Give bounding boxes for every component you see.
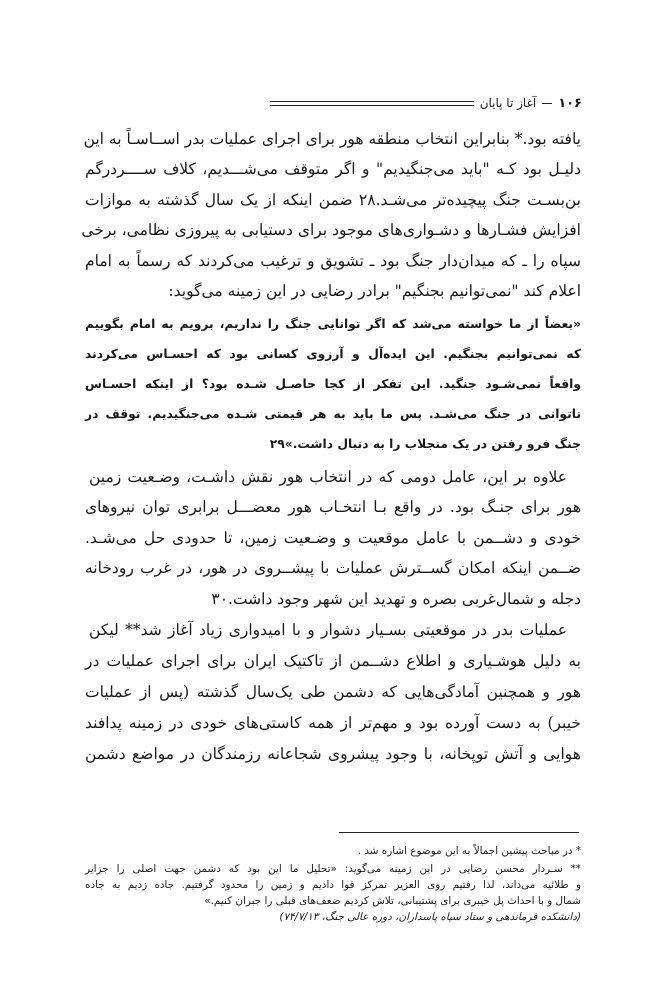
quote-line: «بعضاً از ما خواسته می‌شد که اگر توانایی جنگ را نداریم، برویم به امام بگوییم xyxy=(85,317,581,331)
body-line: دجله و شمال‌غربی بصره و تهدید این شهر وجود داشت.۳۰ xyxy=(211,590,581,608)
body-line: افزایش فشـارها و دشـواری‌های موجود برای دستیابی به پیروزی نظامی، برخی xyxy=(81,221,581,239)
body-line: هور و همچنین آمادگی‌هایی که دشمن طی یک‌سال گذشته (پس از عملیات xyxy=(85,683,581,701)
quote-line: که نمی‌توانیم بجنگیم. این ایده‌آل و آرزوی کسانی بود که احسـاس می‌کردند xyxy=(85,347,581,361)
body-line: هور برای جنـگ بود. در واقع بـا انتخـاب هور معضـــل برابری توان نیروهای xyxy=(85,498,581,516)
body-line: اعلام کند "نمی‌توانیم بجنگیم" برادر رضایی در این زمینه می‌گوید: xyxy=(168,282,581,300)
body-line: یافته بود.* بنابراین انتخاب منطقه هور برای اجرای عملیات بدر اســاسـاً به این xyxy=(83,130,581,148)
footnote-line: شمال و با احداث پل خیبری برای پشتیبانی، تلاش کردیم ضعف‌های قبلی را جبران کنیم.» xyxy=(204,895,581,907)
body-line: خودی و دشــمن با عامل موقعیت و وضـعیت زمین، تا حدودی حل می‌شـد. xyxy=(85,529,581,547)
body-line: سپاه را ـ که میدان‌دار جنگ بود ـ تشویق و ترغیب می‌کردند که رسماً به امام xyxy=(85,252,581,270)
body-line: به دلیل هوشـیاری و اطلاع دشــمن از تاکتیک ایران برای اجرای عملیات در xyxy=(85,652,581,670)
footnote-line: و طلائیه می‌داند، لذا رفتیم روی العزیر تمرکز قوا دادیم و زمین را محدود گرفتیم. جاده زدیم به جاده xyxy=(85,879,581,891)
quote-line: ناتوانی در جنگ می‌شـد. پس ما باید به هر قیمتی شـده می‌جنگیدیم. توقف در xyxy=(85,407,581,421)
body-line: دلیـل بود کـه "باید می‌جنگیدیم" و اگر متوقف می‌شـــدیم، کلاف ســــردرگم xyxy=(85,160,581,178)
header-dash xyxy=(542,103,552,104)
body-line: هوایی و آتش توپخانه، با وجود پیشروی شجاعانه رزمندگان در مواضع دشمن xyxy=(85,745,581,763)
body-line: عملیات بدر در موقعیتی بسـیار دشوار و با امیدواری زیاد آغاز شد** لیکن xyxy=(89,621,567,639)
footnote-line: * در مباحث پیشین اجمالاً به این موضوع اشاره شد . xyxy=(357,845,581,857)
running-header xyxy=(270,92,582,114)
footnote-line: ** سـردار محسن رضایی در این زمینه می‌گوید: «تحلیل ما این بود که دشمن جهت اصلی را جزایر xyxy=(85,863,581,875)
running-title: آغاز تا پایان xyxy=(479,96,537,110)
body-line: خیبر) به دست آورده بود و مهم‌تر از همه کاستی‌های خودی در زمینه پدافند xyxy=(85,714,581,732)
body-line: ضــمن اینکه امکان گســترش عملیات با پیشــروی در هور، در غرب رودخانه xyxy=(85,559,581,577)
header-rule xyxy=(270,101,474,106)
body-line: علاوه بر این، عامل دومی که در انتخاب هور نقش داشـت، وضـعیت زمین xyxy=(89,468,567,486)
quote-line: واقعاً نمی‌شـود جنگید. این تفکر از کجا حاصـل شـده بود؟ از اینکه احسـاس xyxy=(85,377,581,391)
body-line: بن‌بسـت جنگ پیچیده‌تر می‌شـد.۲۸ ضمن اینکه از یک سال گذشته به موازات xyxy=(85,191,581,209)
footnote-separator xyxy=(339,832,579,833)
quote-line: جنگ فرو رفتن در یک منجلاب را به دنبال داشت.»۲۹ xyxy=(269,437,581,451)
footnote-source: (دانشکده فرماندهی و ستاد سپاه پاسداران، دوره عالی جنگ، ۷۴/۷/۱۳) xyxy=(279,911,581,923)
page-number: ۱۰۶ xyxy=(558,95,582,111)
